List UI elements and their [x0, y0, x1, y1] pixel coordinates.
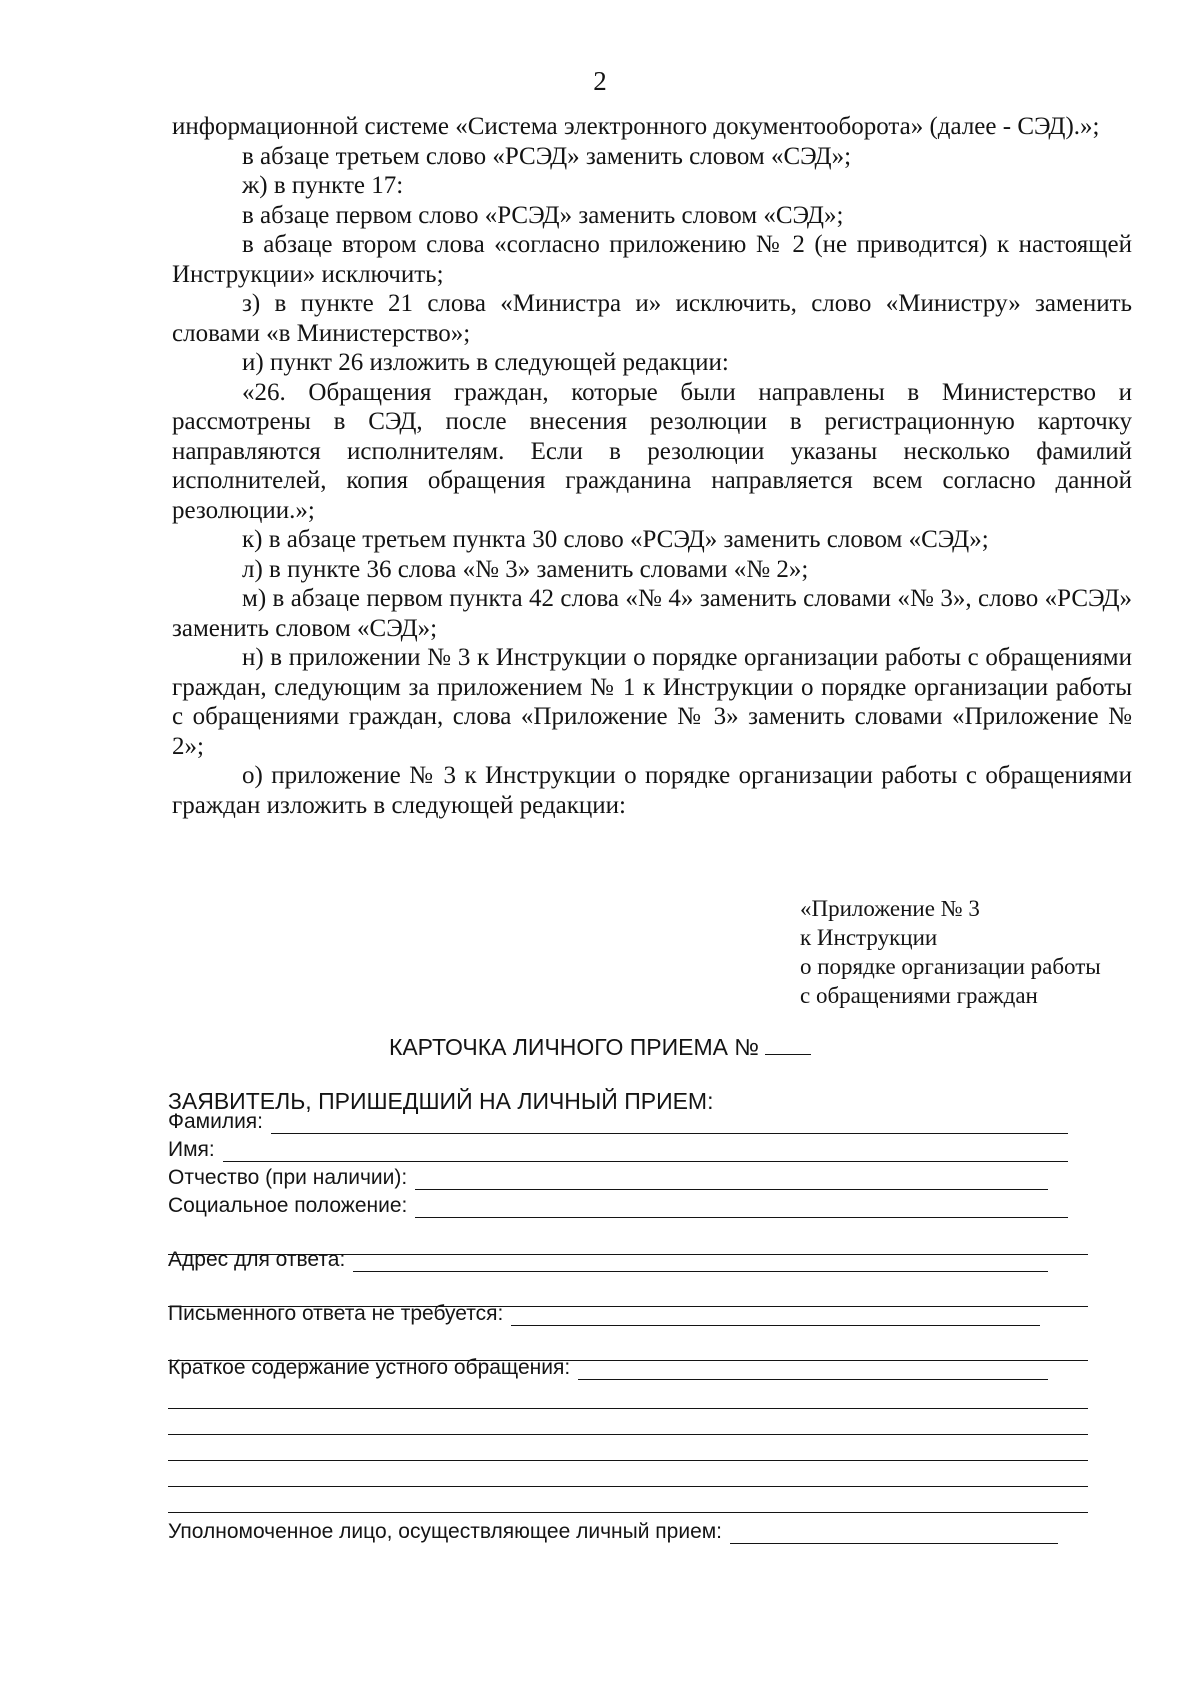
form-field [168, 1138, 1068, 1162]
form-field [168, 1356, 1048, 1380]
form-field [168, 1302, 1040, 1326]
field-label: Фамилия: [168, 1110, 264, 1133]
paragraph: ж) в пункте 17: [242, 172, 404, 199]
paragraph: о) приложение № 3 к Инструкции о порядке организации работы с обращениями граждан изложить в следующей редакции: [172, 762, 1132, 819]
field-input-line[interactable] [511, 1305, 1040, 1326]
continuation-line[interactable] [168, 1434, 1088, 1435]
card-title-text: КАРТОЧКА ЛИЧНОГО ПРИЕМА № [388, 1034, 760, 1060]
paragraph: л) в пункте 36 слова «№ 3» заменить словами «№ 2»; [242, 555, 809, 583]
field-label: Уполномоченное лицо, осуществляющее личный прием: [168, 1520, 723, 1543]
appendix-reference [800, 894, 1101, 1010]
field-label: Адрес для ответа: [168, 1248, 346, 1271]
field-input-line[interactable] [415, 1197, 1068, 1218]
field-input-line[interactable] [578, 1359, 1048, 1380]
form-field [168, 1194, 1068, 1218]
paragraph: к) в абзаце третьем пункта 30 слово «РСЭД» заменить словом «СЭД»; [242, 526, 989, 553]
form-field [168, 1110, 1068, 1134]
paragraph: в абзаце третьем слово «РСЭД» заменить словом «СЭД»; [242, 142, 852, 170]
card-number-blank [765, 1054, 811, 1055]
document-body [172, 112, 1132, 820]
page-number: 2 [593, 66, 607, 96]
appendix-line: к Инструкции [800, 925, 938, 950]
form-field [168, 1520, 1058, 1544]
field-label: Имя: [168, 1138, 215, 1161]
continuation-line[interactable] [168, 1408, 1088, 1409]
paragraph: и) пункт 26 изложить в следующей редакции: [242, 349, 729, 376]
appendix-line: о порядке организации работы [800, 954, 1101, 979]
paragraph: в абзаце втором слова «согласно приложению № 2 (не приводится) к настоящей Инструкции» исключить; [172, 231, 1132, 288]
paragraph: н) в приложении № 3 к Инструкции о порядке организации работы с обращениями граждан, следующим за приложением № 1 к Инструкции о порядке организации работы с обращениями граждан, слова «Приложение № 3» заменить словами «Приложение № 2»; [172, 644, 1132, 760]
continuation-line[interactable] [168, 1460, 1088, 1461]
field-label: Социальное положение: [168, 1194, 408, 1217]
appendix-line: «Приложение № 3 [800, 896, 980, 921]
field-label: Отчество (при наличии): [168, 1166, 408, 1189]
continuation-line[interactable] [168, 1512, 1088, 1513]
field-input-line[interactable] [353, 1251, 1048, 1272]
form-field [168, 1166, 1048, 1190]
field-input-line[interactable] [730, 1523, 1058, 1544]
field-input-line[interactable] [271, 1113, 1068, 1134]
field-input-line[interactable] [415, 1169, 1048, 1190]
field-label: Краткое содержание устного обращения: [168, 1356, 571, 1379]
field-input-line[interactable] [223, 1141, 1068, 1162]
paragraph: м) в абзаце первом пункта 42 слова «№ 4» заменить словами «№ 3», слово «РСЭД» заменить словом «СЭД»; [172, 585, 1132, 642]
applicant-heading: ЗАЯВИТЕЛЬ, ПРИШЕДШИЙ НА ЛИЧНЫЙ ПРИЕМ: [168, 1088, 714, 1114]
continuation-line[interactable] [168, 1486, 1088, 1487]
card-title [0, 1034, 1200, 1061]
field-label: Письменного ответа не требуется: [168, 1302, 504, 1325]
paragraph: з) в пункте 21 слова «Министра и» исключить, слово «Министру» заменить словами «в Министерство»; [172, 290, 1132, 347]
paragraph: «26. Обращения граждан, которые были направлены в Министерство и рассмотрены в СЭД, после внесения резолюции в регистрационную карточку направляются исполнителям. Если в резолюции указаны несколько фамилий исполнителей, копия обращения гражданина направляется всем согласно данной резолюции.»; [172, 378, 1132, 524]
paragraph: информационной системе «Система электронного документооборота» (далее - СЭД).»; [172, 113, 1100, 140]
appendix-line: с обращениями граждан [800, 983, 1038, 1008]
paragraph: в абзаце первом слово «РСЭД» заменить словом «СЭД»; [242, 201, 844, 229]
form-field [168, 1248, 1048, 1272]
